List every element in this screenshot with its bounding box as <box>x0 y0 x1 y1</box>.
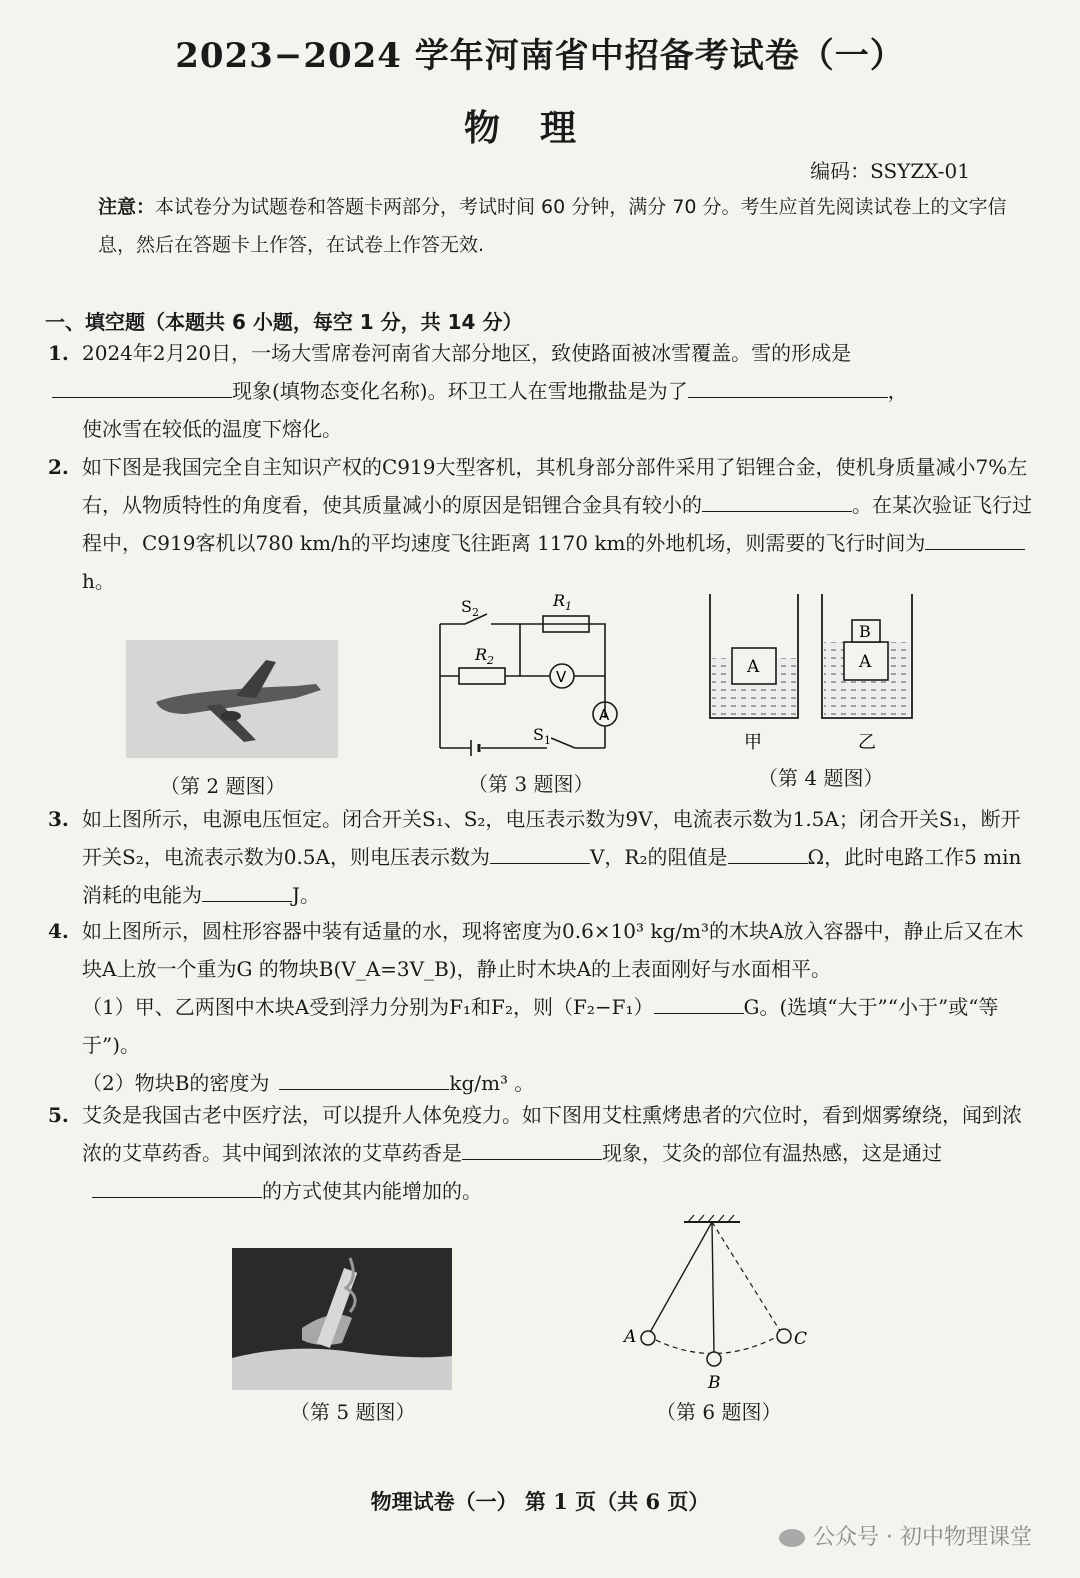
notice-block <box>98 188 1010 264</box>
answer-blank <box>728 841 808 864</box>
watermark-text: 公众号 · 初中物理课堂 <box>813 1525 1032 1550</box>
q4-stem: 如上图所示，圆柱形容器中装有适量的水，现将密度为0.6×10³ kg/m³的木块A放入容器中，静止后又在木块A上放一个重为G 的物块B(V_A=3V_B)，静止时木块A的上表面刚好与水面相平。 <box>82 919 1024 981</box>
q2-text-1: 如下图是我国完全自主知识产权的C919大型客机，其机身部分部件采用了铝锂合金，使机身质量减小7%左右，从物质特性的角度看，使其质量减小的原因是铝锂合金具有较小的 <box>82 455 1028 517</box>
question-number: 1. <box>48 341 69 365</box>
q3-text-2: V，R₂的阻值是 <box>589 845 728 869</box>
q4-sub1-text-2: G。(选填“大于”“小于”或“等于”)。 <box>82 995 999 1057</box>
block-a-label: A <box>747 657 760 677</box>
subject-title: 物理 <box>463 107 616 149</box>
question-5 <box>48 1096 1040 1210</box>
answer-blank <box>688 375 888 398</box>
section-heading: 一、填空题（本题共 6 小题，每空 1 分，共 14 分） <box>45 310 523 334</box>
q3-text-1: 如上图所示，电源电压恒定。闭合开关S₁、S₂，电压表示数为9V，电流表示数为1.5A；闭合开关S₁，断开开关S₂，电流表示数为0.5A，则电压表示数为 <box>82 807 1021 869</box>
q4-sub2-text-1: （2）物块B的密度为 <box>82 1071 270 1095</box>
pendulum-diagram <box>612 1212 822 1392</box>
question-4 <box>48 912 1040 1102</box>
answer-blank <box>654 991 744 1014</box>
question-2 <box>48 448 1040 600</box>
ceiling-hatch <box>688 1215 734 1222</box>
ball-a <box>641 1331 655 1345</box>
watermark <box>779 1520 1032 1551</box>
q5-text-3: 的方式使其内能增加的。 <box>262 1179 482 1203</box>
figure-3-caption: （第 3 题图） <box>468 772 594 796</box>
figure-5-caption: （第 5 题图） <box>290 1400 416 1424</box>
figure-2-caption: （第 2 题图） <box>160 774 286 798</box>
label-point-b: B <box>708 1373 721 1392</box>
label-point-c: C <box>794 1329 808 1349</box>
q4-sub1-text-1: （1）甲、乙两图中木块A受到浮力分别为F₁和F₂，则（F₂−F₁） <box>82 995 654 1019</box>
exam-title: 2023−2024 学年河南省中招备考试卷（一） <box>175 36 905 76</box>
label-v: V <box>556 668 567 686</box>
q4-sub2-text-2: kg/m³ 。 <box>449 1071 535 1095</box>
q2-text-3: h。 <box>82 569 115 593</box>
q3-text-3: Ω，此时电路工作5 min消耗的电能为 <box>82 845 1022 907</box>
answer-blank <box>462 1137 602 1160</box>
resistor-r2 <box>459 668 505 684</box>
ball-c <box>777 1329 791 1343</box>
label-s1: $S_1$ <box>533 725 551 747</box>
question-1 <box>48 334 1040 448</box>
figure-4-caption: （第 4 题图） <box>758 766 884 790</box>
question-number: 3. <box>48 807 69 831</box>
swing-arc <box>648 1334 782 1354</box>
answer-blank <box>92 1175 262 1198</box>
paper-code: 编码：SSYZX-01 <box>810 159 970 183</box>
string-c <box>712 1222 782 1334</box>
answer-blank <box>52 375 232 398</box>
answer-blank <box>702 489 852 512</box>
question-number: 5. <box>48 1103 69 1127</box>
answer-blank <box>925 527 1025 550</box>
circuit-diagram <box>425 588 635 760</box>
answer-blank <box>202 879 292 902</box>
q3-text-4: J。 <box>292 883 321 907</box>
label-point-a: A <box>624 1327 637 1347</box>
q1-text-1: 2024年2月20日，一场大雪席卷河南省大部分地区，致使路面被冰雪覆盖。雪的形成是 <box>82 341 852 365</box>
buoyancy-diagram <box>700 590 920 760</box>
string-a <box>648 1222 712 1336</box>
page-footer: 物理试卷（一） 第 1 页（共 6 页） <box>370 1489 710 1514</box>
wechat-icon <box>779 1529 805 1547</box>
label-jia: 甲 <box>744 732 762 753</box>
answer-blank <box>279 1067 449 1090</box>
label-yi: 乙 <box>858 732 876 753</box>
q2-text-2: 。在某次验证飞行过程中，C919客机以780 km/h的平均速度飞往距离 1170 km的外地机场，则需要的飞行时间为 <box>82 493 1032 555</box>
question-number: 4. <box>48 919 69 943</box>
label-a: A <box>599 706 610 724</box>
figure-6-caption: （第 6 题图） <box>656 1400 782 1424</box>
notice-label: 注意： <box>98 196 156 218</box>
moxibustion-photo <box>232 1248 452 1390</box>
label-r2: $R_2$ <box>475 645 495 667</box>
answer-blank <box>490 841 590 864</box>
ball-b <box>707 1352 721 1366</box>
question-3 <box>48 800 1040 914</box>
q5-text-2: 现象，艾灸的部位有温热感，这是通过 <box>602 1141 942 1165</box>
label-s2: $S_2$ <box>461 597 479 619</box>
q1-text-3: ， <box>887 379 908 403</box>
block-b-label: B <box>859 622 871 641</box>
q5-text-1: 艾灸是我国古老中医疗法，可以提升人体免疫力。如下图用艾柱熏烤患者的穴位时，看到烟雾缭绕，闻到浓浓的艾草药香。其中闻到浓浓的艾草药香是 <box>82 1103 1022 1165</box>
q1-text-4: 使冰雪在较低的温度下熔化。 <box>82 417 342 441</box>
q1-text-2: 现象(填物态变化名称)。环卫工人在雪地撒盐是为了 <box>232 379 688 403</box>
airplane-photo <box>126 640 338 758</box>
notice-text: 本试卷分为试题卷和答题卡两部分，考试时间 60 分钟，满分 70 分。考生应首先阅读试卷上的文字信息，然后在答题卡上作答，在试卷上作答无效. <box>98 196 1007 256</box>
question-number: 2. <box>48 455 69 479</box>
block-a-label: A <box>859 652 872 672</box>
string-b <box>712 1222 714 1354</box>
label-r1: $R_1$ <box>553 591 573 613</box>
